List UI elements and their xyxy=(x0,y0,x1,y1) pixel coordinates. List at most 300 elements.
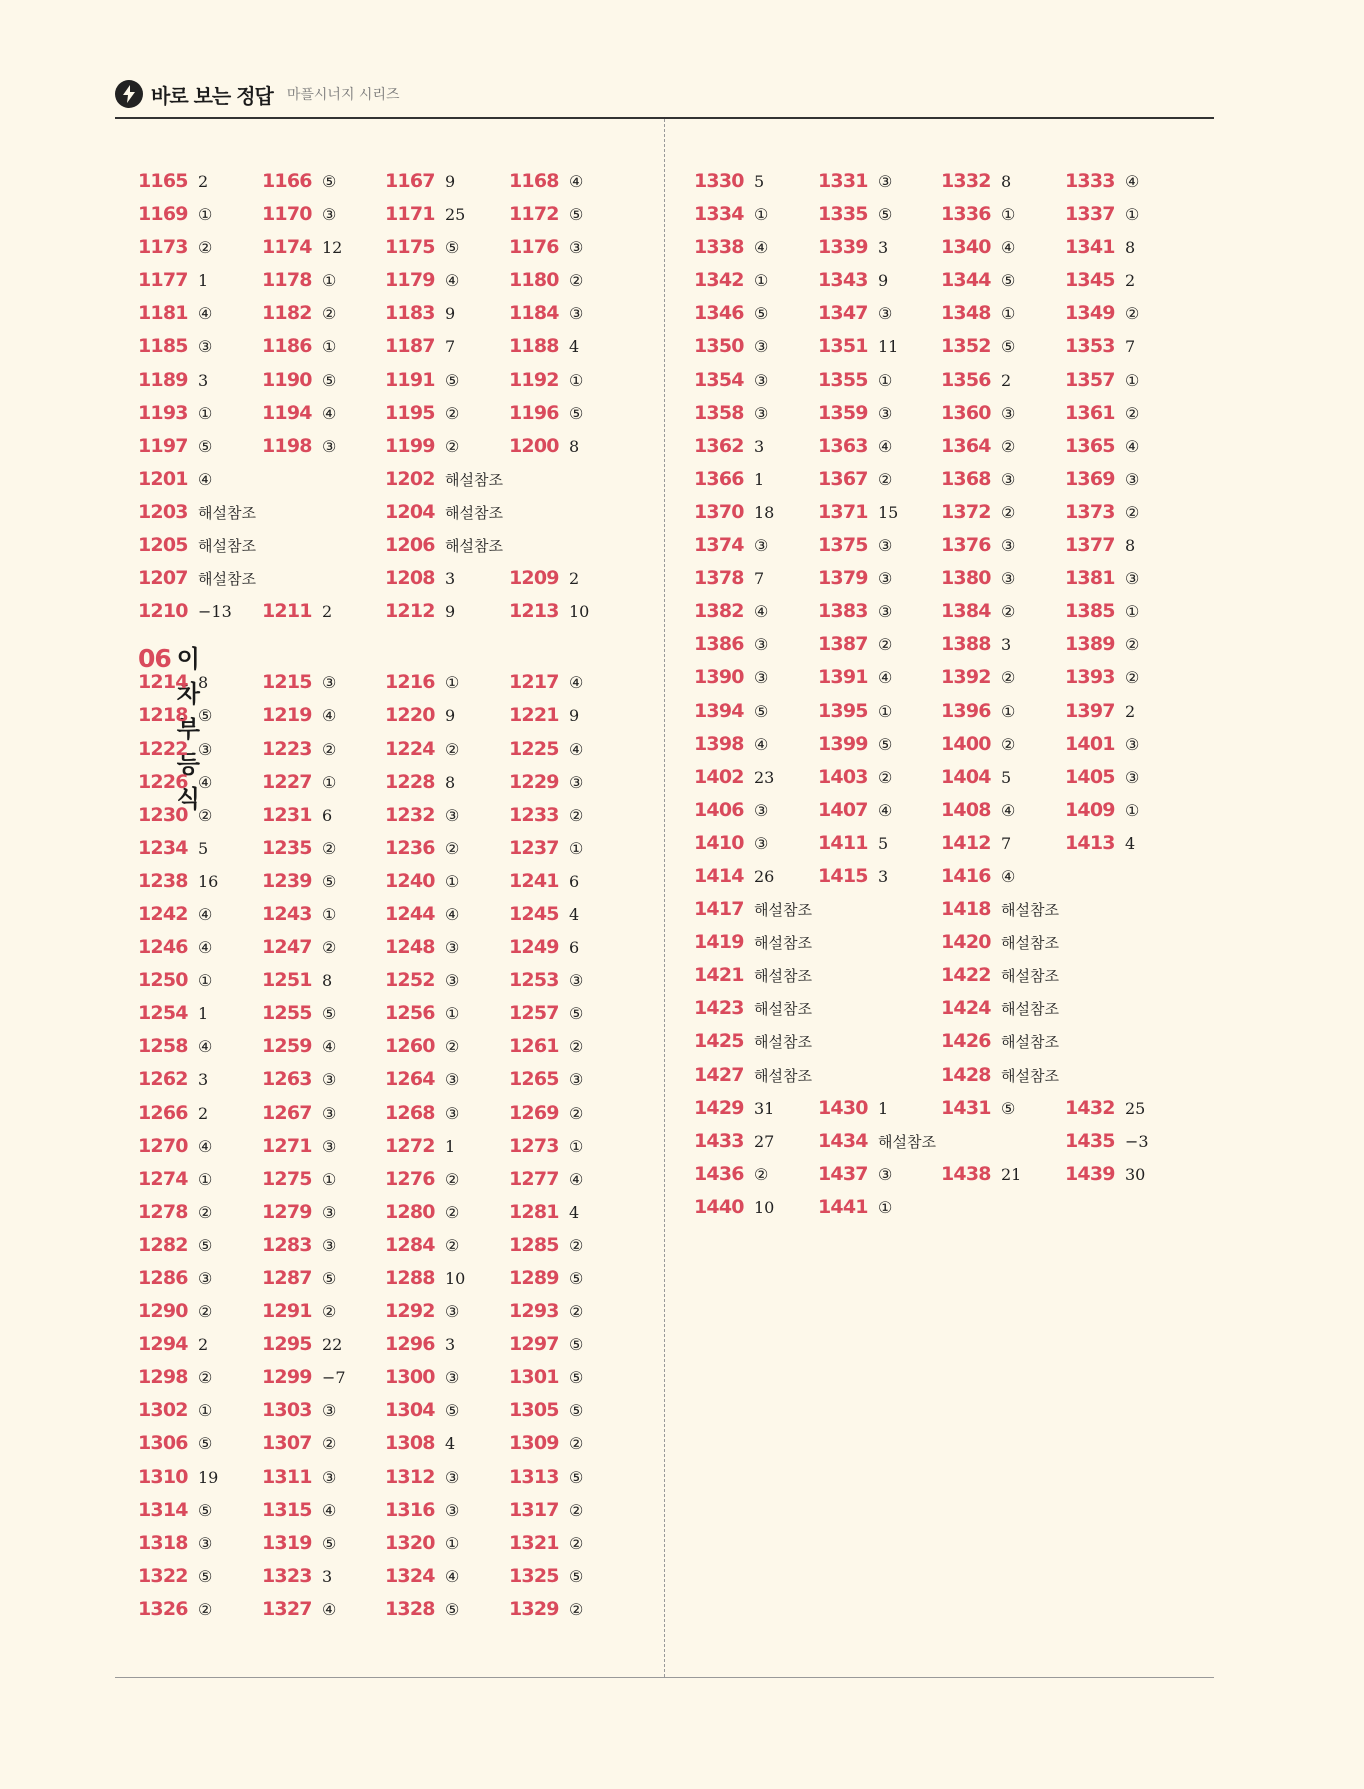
problem-number: 1269 xyxy=(509,1101,559,1124)
answer-entry xyxy=(385,203,465,225)
problem-number: 1202 xyxy=(385,467,435,490)
answer-entry xyxy=(509,771,583,793)
answer-value: ② xyxy=(569,1500,584,1520)
answer-value: 3 xyxy=(198,370,209,390)
answer-value: ④ xyxy=(198,469,213,489)
answer-entry xyxy=(385,236,459,258)
problem-number: 1243 xyxy=(262,902,312,925)
answer-value: 해설참조 xyxy=(754,934,812,953)
answer-value: ③ xyxy=(1125,734,1140,754)
problem-number: 1343 xyxy=(818,269,868,292)
problem-number: 1364 xyxy=(941,434,991,457)
answer-entry xyxy=(818,468,892,490)
problem-number: 1218 xyxy=(138,704,188,727)
problem-number: 1382 xyxy=(694,600,744,623)
problem-number: 1192 xyxy=(509,368,559,391)
problem-number: 1207 xyxy=(138,567,188,590)
answer-entry xyxy=(694,269,768,291)
answer-entry xyxy=(138,1399,212,1421)
problem-number: 1278 xyxy=(138,1200,188,1223)
answer-entry xyxy=(1065,468,1139,490)
answer-entry xyxy=(509,1366,583,1388)
problem-number: 1309 xyxy=(509,1432,559,1455)
answer-value: ⑤ xyxy=(1001,1098,1016,1118)
answer-value: ① xyxy=(754,205,769,225)
problem-number: 1290 xyxy=(138,1300,188,1323)
problem-number: 1214 xyxy=(138,671,188,694)
problem-number: 1344 xyxy=(941,269,991,292)
problem-number: 1206 xyxy=(385,534,435,557)
answer-value: 해설참조 xyxy=(445,503,503,522)
problem-number: 1173 xyxy=(138,236,188,259)
answer-value: ④ xyxy=(878,436,893,456)
answer-value: 해설참조 xyxy=(878,1132,936,1151)
problem-number: 1427 xyxy=(694,1063,744,1086)
answer-entry xyxy=(694,302,768,324)
problem-number: 1241 xyxy=(509,869,559,892)
answer-value: ③ xyxy=(878,172,893,191)
problem-number: 1354 xyxy=(694,368,744,391)
problem-number: 1395 xyxy=(818,699,868,722)
answer-value: 10 xyxy=(445,1269,466,1288)
answer-entry xyxy=(941,468,1015,490)
answer-entry xyxy=(262,203,336,225)
problem-number: 1260 xyxy=(385,1035,435,1058)
answer-entry xyxy=(385,837,459,859)
answer-entry xyxy=(509,1102,583,1124)
problem-number: 1205 xyxy=(138,534,188,557)
answer-value: ② xyxy=(445,739,460,759)
answer-value: 16 xyxy=(198,871,219,891)
answer-value: ③ xyxy=(322,1401,337,1421)
answer-entry xyxy=(509,1598,583,1620)
answer-value: ④ xyxy=(445,271,460,291)
problem-number: 1327 xyxy=(262,1597,312,1620)
answer-value: 2 xyxy=(569,569,580,589)
answer-entry xyxy=(941,931,1059,953)
problem-number: 1359 xyxy=(818,401,868,424)
problem-number: 1180 xyxy=(509,269,559,292)
answer-value: ④ xyxy=(754,602,769,622)
answer-value: ④ xyxy=(445,1566,460,1586)
answer-value: ④ xyxy=(198,1136,213,1156)
answer-entry xyxy=(694,170,764,192)
answer-value: ③ xyxy=(569,238,584,258)
problem-number: 1196 xyxy=(509,401,559,424)
problem-number: 1176 xyxy=(509,236,559,259)
problem-number: 1177 xyxy=(138,269,188,292)
problem-number: 1314 xyxy=(138,1498,188,1521)
answer-entry xyxy=(1065,1163,1145,1185)
answer-entry xyxy=(262,936,336,958)
problem-number: 1189 xyxy=(138,368,188,391)
answer-value: ③ xyxy=(322,436,337,456)
answer-value: ③ xyxy=(1001,403,1016,423)
answer-entry xyxy=(509,236,583,258)
answer-value: ③ xyxy=(445,1103,460,1123)
answer-entry xyxy=(385,1201,459,1223)
answer-entry xyxy=(941,402,1015,424)
answer-value: 3 xyxy=(322,1566,333,1586)
problem-number: 1367 xyxy=(818,467,868,490)
problem-number: 1394 xyxy=(694,699,744,722)
answer-value: ③ xyxy=(322,1235,337,1255)
answer-entry xyxy=(138,335,212,357)
problem-number: 1271 xyxy=(262,1134,312,1157)
problem-number: 1372 xyxy=(941,500,991,523)
problem-number: 1310 xyxy=(138,1465,188,1488)
answer-entry xyxy=(262,335,336,357)
answer-entry xyxy=(262,1399,336,1421)
answer-entry xyxy=(818,799,892,821)
answer-value: ④ xyxy=(322,1500,337,1520)
problem-number: 1279 xyxy=(262,1200,312,1223)
answer-entry xyxy=(509,1267,583,1289)
problem-number: 1323 xyxy=(262,1564,312,1587)
answer-value: ① xyxy=(445,1533,460,1553)
answer-value: ⑤ xyxy=(569,1467,584,1487)
answer-value: 10 xyxy=(754,1197,775,1217)
problem-number: 1237 xyxy=(509,836,559,859)
answer-value: ④ xyxy=(1001,800,1016,820)
answer-entry xyxy=(509,1168,583,1190)
answer-value: ② xyxy=(1125,668,1140,688)
answer-value: ② xyxy=(1125,403,1140,423)
answer-value: 2 xyxy=(198,1335,209,1355)
answer-value: ① xyxy=(1125,370,1140,390)
problem-number: 1199 xyxy=(385,434,435,457)
answer-value: ② xyxy=(569,1434,584,1454)
problem-number: 1201 xyxy=(138,467,188,490)
problem-number: 1212 xyxy=(385,600,435,623)
answer-value: 26 xyxy=(754,866,775,886)
answer-entry xyxy=(262,1499,336,1521)
header-title: 바로 보는 정답 xyxy=(151,83,273,108)
answer-value: ③ xyxy=(445,1302,460,1322)
answer-value: ⑤ xyxy=(445,238,460,258)
answer-entry xyxy=(941,1097,1015,1119)
problem-number: 1377 xyxy=(1065,534,1115,557)
answer-entry xyxy=(138,771,212,793)
answer-entry xyxy=(138,369,208,391)
answer-value: ③ xyxy=(198,739,213,759)
answer-entry xyxy=(385,936,459,958)
answer-entry xyxy=(1065,633,1139,655)
problem-number: 1334 xyxy=(694,203,744,226)
answer-entry xyxy=(694,898,812,920)
answer-value: ③ xyxy=(322,1202,337,1222)
problem-number: 1174 xyxy=(262,236,312,259)
section-title: 이차부등식 xyxy=(176,645,199,814)
answer-value: ② xyxy=(1125,502,1140,522)
answer-entry xyxy=(262,402,336,424)
answer-value: ⑤ xyxy=(445,370,460,390)
answer-entry xyxy=(262,1168,336,1190)
answer-entry xyxy=(509,1499,583,1521)
answer-entry xyxy=(262,600,332,622)
answer-value: ② xyxy=(569,1235,584,1255)
answer-value: 해설참조 xyxy=(754,967,812,986)
problem-number: 1258 xyxy=(138,1035,188,1058)
problem-number: 1316 xyxy=(385,1498,435,1521)
problem-number: 1276 xyxy=(385,1167,435,1190)
problem-number: 1362 xyxy=(694,434,744,457)
answer-value: ③ xyxy=(878,602,893,622)
answer-value: ③ xyxy=(322,1103,337,1123)
answer-entry xyxy=(818,335,898,357)
answer-value: 22 xyxy=(322,1335,343,1355)
answer-value: 1 xyxy=(445,1136,456,1156)
answer-value: ⑤ xyxy=(322,172,337,191)
problem-number: 1169 xyxy=(138,203,188,226)
problem-number: 1321 xyxy=(509,1531,559,1554)
answer-entry xyxy=(138,269,208,291)
answer-entry xyxy=(138,704,212,726)
problem-number: 1273 xyxy=(509,1134,559,1157)
answer-entry xyxy=(694,1196,774,1218)
problem-number: 1284 xyxy=(385,1233,435,1256)
problem-number: 1411 xyxy=(818,831,868,854)
problem-number: 1167 xyxy=(385,170,435,192)
answer-value: ⑤ xyxy=(445,1599,460,1619)
answer-entry xyxy=(509,804,583,826)
problem-number: 1294 xyxy=(138,1333,188,1356)
problem-number: 1410 xyxy=(694,831,744,854)
answer-entry xyxy=(818,832,888,854)
answer-value: 8 xyxy=(445,772,456,792)
answer-entry xyxy=(694,931,812,953)
problem-number: 1423 xyxy=(694,997,744,1020)
answer-value: ③ xyxy=(754,403,769,423)
problem-number: 1200 xyxy=(509,434,559,457)
problem-number: 1208 xyxy=(385,567,435,590)
problem-number: 1440 xyxy=(694,1195,744,1218)
footer-rule xyxy=(115,1677,1214,1678)
answer-entry xyxy=(509,837,583,859)
answer-entry xyxy=(818,501,898,523)
answer-entry xyxy=(694,435,764,457)
problem-number: 1378 xyxy=(694,567,744,590)
answer-value: ⑤ xyxy=(1001,337,1016,357)
answer-value: ④ xyxy=(569,673,584,693)
answer-entry xyxy=(385,804,459,826)
problem-number: 1360 xyxy=(941,401,991,424)
answer-value: ③ xyxy=(1125,469,1140,489)
answer-value: ① xyxy=(1001,701,1016,721)
answer-entry xyxy=(138,903,212,925)
section-number: 06 xyxy=(138,644,171,674)
answer-entry xyxy=(138,870,218,892)
answer-value: ② xyxy=(322,838,337,858)
answer-value: 8 xyxy=(322,971,333,991)
problem-number: 1380 xyxy=(941,567,991,590)
problem-number: 1250 xyxy=(138,969,188,992)
answer-value: 27 xyxy=(754,1131,775,1151)
problem-number: 1415 xyxy=(818,864,868,887)
answer-value: 7 xyxy=(1125,337,1136,357)
answer-entry xyxy=(941,534,1015,556)
problem-number: 1229 xyxy=(509,770,559,793)
problem-number: 1215 xyxy=(262,671,312,694)
answer-value: ④ xyxy=(569,172,584,191)
problem-number: 1350 xyxy=(694,335,744,358)
answer-entry xyxy=(138,170,208,192)
answer-value: ① xyxy=(1125,800,1140,820)
answer-entry xyxy=(385,1168,459,1190)
answer-entry xyxy=(262,1366,346,1388)
answer-entry xyxy=(1065,501,1139,523)
answer-entry xyxy=(509,203,583,225)
answer-value: 9 xyxy=(569,706,580,726)
answer-entry xyxy=(509,1432,583,1454)
answer-value: 3 xyxy=(878,238,889,258)
answer-value: ② xyxy=(1001,436,1016,456)
answer-value: 해설참조 xyxy=(754,1033,812,1052)
problem-number: 1335 xyxy=(818,203,868,226)
problem-number: 1393 xyxy=(1065,666,1115,689)
problem-number: 1193 xyxy=(138,401,188,424)
problem-number: 1297 xyxy=(509,1333,559,1356)
answer-entry xyxy=(138,1532,212,1554)
answer-value: 2 xyxy=(198,1103,209,1123)
answer-entry xyxy=(262,369,336,391)
problem-number: 1333 xyxy=(1065,170,1115,192)
problem-number: 1170 xyxy=(262,203,312,226)
answer-value: ⑤ xyxy=(198,1566,213,1586)
answer-entry xyxy=(262,837,336,859)
problem-number: 1363 xyxy=(818,434,868,457)
answer-value: 25 xyxy=(1125,1098,1146,1118)
answer-value: 해설참조 xyxy=(754,1000,812,1019)
answer-entry xyxy=(262,1234,336,1256)
answer-value: 9 xyxy=(445,706,456,726)
problem-number: 1353 xyxy=(1065,335,1115,358)
answer-value: ③ xyxy=(198,337,213,357)
answer-value: ① xyxy=(445,1004,460,1024)
answer-entry xyxy=(941,335,1015,357)
problem-number: 1244 xyxy=(385,902,435,925)
problem-number: 1233 xyxy=(509,803,559,826)
answer-value: ③ xyxy=(754,370,769,390)
problem-number: 1432 xyxy=(1065,1096,1115,1119)
problem-number: 1303 xyxy=(262,1399,312,1422)
answer-entry xyxy=(138,402,212,424)
answer-entry xyxy=(941,733,1015,755)
answer-entry xyxy=(694,402,768,424)
answer-value: ① xyxy=(322,271,337,291)
answer-entry xyxy=(694,1030,812,1052)
answer-value: ④ xyxy=(198,938,213,958)
answer-entry xyxy=(1065,170,1139,192)
answer-value: ① xyxy=(878,370,893,390)
problem-number: 1256 xyxy=(385,1002,435,1025)
answer-value: 6 xyxy=(569,871,580,891)
problem-number: 1216 xyxy=(385,671,435,694)
answer-value: ⑤ xyxy=(569,1269,584,1288)
problem-number: 1388 xyxy=(941,633,991,656)
answer-value: ③ xyxy=(569,772,584,792)
answer-entry xyxy=(262,1068,336,1090)
answer-entry xyxy=(818,402,892,424)
problem-number: 1319 xyxy=(262,1531,312,1554)
problem-number: 1288 xyxy=(385,1267,435,1289)
answer-entry xyxy=(262,969,332,991)
problem-number: 1340 xyxy=(941,236,991,259)
answer-entry xyxy=(941,1030,1059,1052)
problem-number: 1390 xyxy=(694,666,744,689)
answer-value: 5 xyxy=(878,833,889,853)
problem-number: 1203 xyxy=(138,500,188,523)
problem-number: 1274 xyxy=(138,1167,188,1190)
answer-entry xyxy=(694,501,774,523)
answer-value: ④ xyxy=(322,706,337,726)
answer-value: ② xyxy=(878,469,893,489)
answer-value: ① xyxy=(1125,205,1140,225)
answer-value: ② xyxy=(1001,502,1016,522)
answer-value: 3 xyxy=(445,569,456,589)
answer-entry xyxy=(138,1499,212,1521)
problem-number: 1408 xyxy=(941,798,991,821)
answer-value: ② xyxy=(569,271,584,291)
answer-value: ③ xyxy=(445,938,460,958)
answer-entry xyxy=(385,1135,455,1157)
answer-value: ② xyxy=(569,1533,584,1553)
answer-entry xyxy=(509,1234,583,1256)
answer-entry xyxy=(262,1002,336,1024)
problem-number: 1331 xyxy=(818,170,868,192)
answer-value: ⑤ xyxy=(878,734,893,754)
column-divider xyxy=(664,119,665,1677)
answer-entry xyxy=(1065,269,1135,291)
answer-entry xyxy=(941,633,1011,655)
answer-value: ① xyxy=(198,1401,213,1421)
answer-entry xyxy=(818,666,892,688)
answer-entry xyxy=(509,936,579,958)
problem-number: 1266 xyxy=(138,1101,188,1124)
answer-entry xyxy=(941,964,1059,986)
problem-number: 1197 xyxy=(138,434,188,457)
answer-value: ② xyxy=(322,938,337,958)
problem-number: 1204 xyxy=(385,500,435,523)
problem-number: 1418 xyxy=(941,898,991,921)
problem-number: 1355 xyxy=(818,368,868,391)
problem-number: 1348 xyxy=(941,302,991,325)
answer-value: ③ xyxy=(754,833,769,853)
answer-value: ⑤ xyxy=(322,1533,337,1553)
answer-entry xyxy=(509,335,579,357)
answer-value: 23 xyxy=(754,767,775,787)
answer-entry xyxy=(818,600,892,622)
problem-number: 1253 xyxy=(509,969,559,992)
answer-value: 9 xyxy=(445,304,456,324)
problem-number: 1409 xyxy=(1065,798,1115,821)
problem-number: 1307 xyxy=(262,1432,312,1455)
answer-value: 11 xyxy=(878,337,899,357)
answer-entry xyxy=(138,1068,208,1090)
problem-number: 1302 xyxy=(138,1399,188,1422)
answer-value: ⑤ xyxy=(322,871,337,891)
problem-number: 1341 xyxy=(1065,236,1115,259)
answer-entry xyxy=(694,1097,774,1119)
problem-number: 1324 xyxy=(385,1564,435,1587)
answer-value: ② xyxy=(322,304,337,324)
answer-value: ② xyxy=(569,1037,584,1057)
problem-number: 1370 xyxy=(694,500,744,523)
answer-entry xyxy=(1065,700,1135,722)
answer-entry xyxy=(509,704,579,726)
answer-entry xyxy=(385,1300,459,1322)
answer-value: ⑤ xyxy=(754,304,769,324)
